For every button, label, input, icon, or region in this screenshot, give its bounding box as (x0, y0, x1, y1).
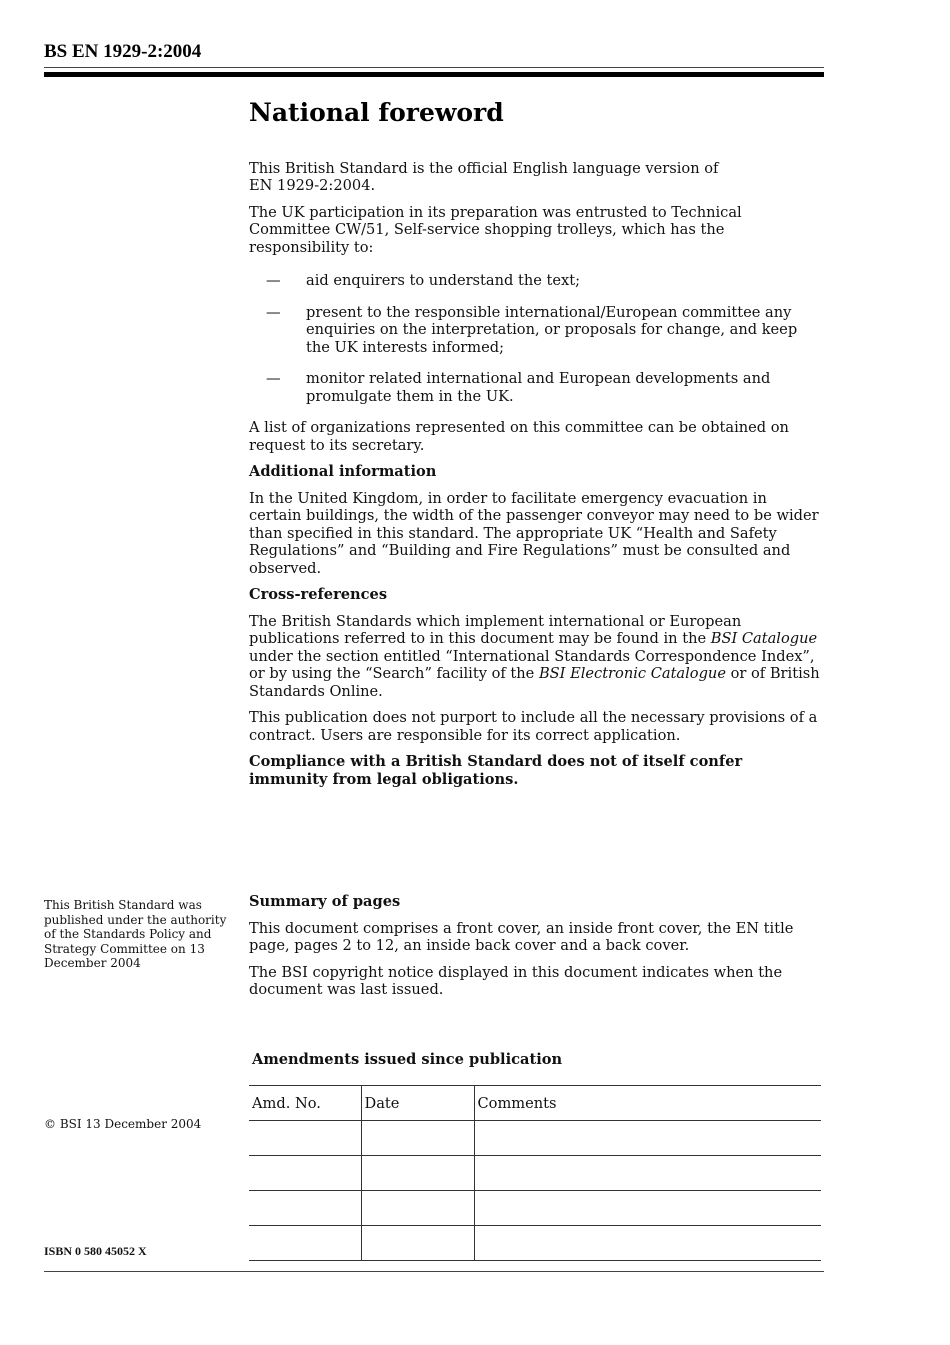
column-header-date: Date (361, 1086, 474, 1121)
list-item-text: aid enquirers to understand the text; (306, 272, 581, 289)
dash-marker: — (266, 303, 281, 321)
dash-marker: — (266, 370, 281, 387)
cross-references-heading: Cross-references (249, 586, 388, 603)
organizations-paragraph: A list of organizations represented on this committee can be obtained on request to its secretary. (249, 419, 789, 454)
bsi-catalogue-title: BSI Catalogue (710, 630, 818, 647)
table-header-row (249, 1086, 821, 1121)
header-rule-top (44, 67, 824, 68)
copyright-line: © BSI 13 December 2004 (44, 1117, 202, 1131)
table-row (249, 1121, 821, 1156)
table-row (249, 1191, 821, 1226)
document-code: BS EN 1929-2:2004 (44, 41, 202, 62)
summary-heading: Summary of pages (249, 893, 401, 910)
page-title: National foreword (249, 98, 504, 127)
column-header-comments: Comments (474, 1086, 821, 1121)
additional-information-text: In the United Kingdom, in order to facilitate emergency evacuation in certain buildings, the width of the passenger conveyor may need to be wider than specified in this standard. The appropriate UK “Health and Safety Regulations” and “Building and Fire Regulations” must be consulted and observed. (249, 489, 819, 577)
table-cell (249, 1226, 361, 1261)
list-item (249, 304, 823, 357)
table-cell (249, 1156, 361, 1191)
national-foreword (249, 100, 823, 797)
amendments-table (249, 1085, 821, 1261)
copyright-notice-text: The BSI copyright notice displayed in this document indicates when the document was last issued. (249, 963, 783, 998)
column-header-amd-no: Amd. No. (249, 1086, 361, 1121)
isbn: ISBN 0 580 45052 X (44, 1244, 147, 1258)
table-cell (361, 1226, 474, 1261)
responsibility-list (249, 272, 823, 405)
table-cell (474, 1191, 821, 1226)
list-item-text: present to the responsible international/European committee any enquiries on the interpretation, or proposals for change, and keep the UK interests informed; (306, 303, 798, 356)
table-cell (474, 1156, 821, 1191)
bsi-electronic-catalogue-title: BSI Electronic Catalogue (538, 665, 726, 682)
summary-text: This document comprises a front cover, an inside front cover, the EN title page, pages 2 to 12, an inside back cover and a back cover. (249, 919, 794, 954)
table-cell (474, 1226, 821, 1261)
summary-of-pages (249, 893, 823, 1008)
footer-rule (44, 1271, 824, 1272)
additional-information-heading: Additional information (249, 463, 437, 480)
crossref-text-part: The British Standards which implement international or European publications referred to in this document may be found in the (249, 612, 742, 647)
table-cell (361, 1121, 474, 1156)
table-row (249, 1156, 821, 1191)
compliance-statement: Compliance with a British Standard does not of itself confer immunity from legal obligations. (249, 753, 743, 788)
table-cell (474, 1121, 821, 1156)
list-item-text: monitor related international and European developments and promulgate them in the UK. (306, 370, 771, 405)
dash-marker: — (266, 272, 281, 289)
publication-note: This British Standard was published under the authority of the Standards Policy and Strategy Committee on 13 December 2004 (44, 898, 227, 970)
committee-paragraph: The UK participation in its preparation was entrusted to Technical Committee CW/51, Self-service shopping trolleys, which has the responsibility to: (249, 203, 742, 256)
intro-paragraph: This British Standard is the official English language version of EN 1929-2:2004. (249, 159, 719, 194)
cross-references-text (249, 613, 823, 701)
list-item (249, 370, 823, 405)
crossref-text-part: under the section entitled “International Standards Correspondence Index”, or by using the “Search” facility of the (249, 647, 815, 682)
table-row (249, 1226, 821, 1261)
provisions-paragraph: This publication does not purport to include all the necessary provisions of a contract. Users are responsible for its correct application. (249, 709, 818, 744)
table-cell (249, 1121, 361, 1156)
amendments-title: Amendments issued since publication (252, 1051, 563, 1068)
table-cell (361, 1191, 474, 1226)
header-rule-thick (44, 72, 824, 77)
table-cell (361, 1156, 474, 1191)
list-item (249, 272, 823, 290)
table-cell (249, 1191, 361, 1226)
crossref-text-part: or of British Standards Online. (249, 665, 820, 700)
